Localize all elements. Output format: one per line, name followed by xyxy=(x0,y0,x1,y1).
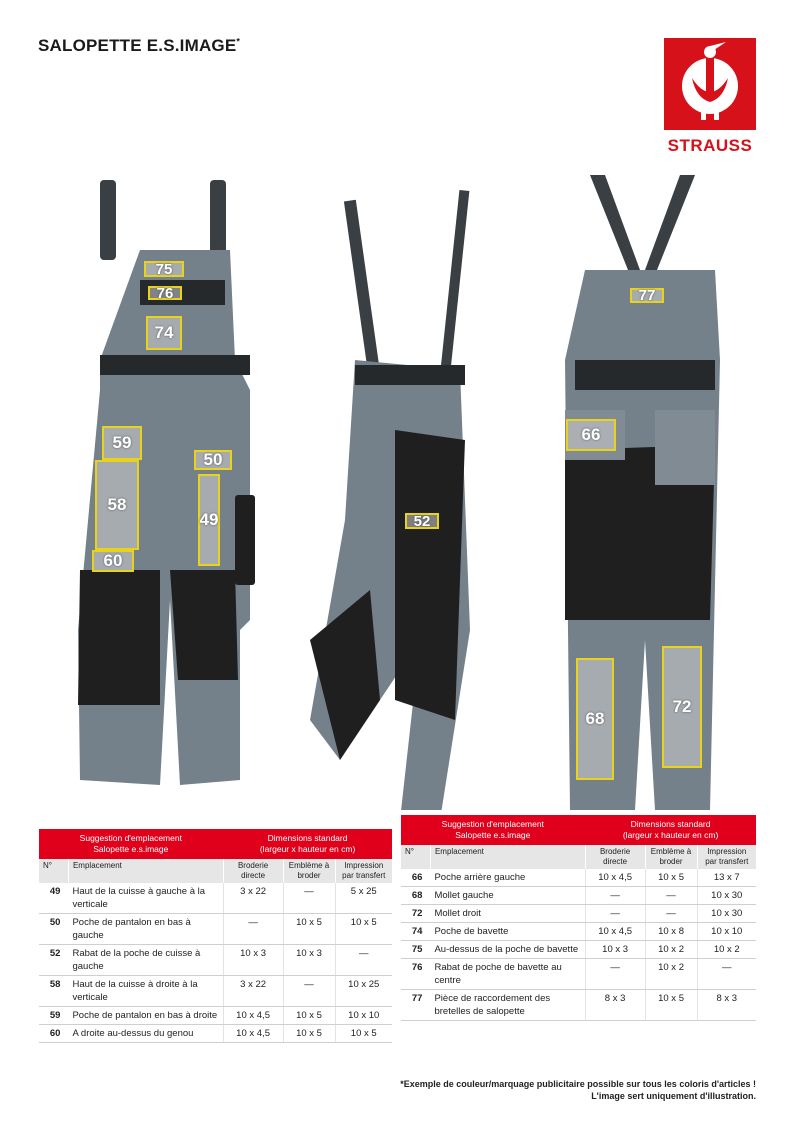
table-left-header-grey xyxy=(39,859,393,883)
row-number: 76 xyxy=(401,959,431,990)
brand-wordmark: STRAUSS xyxy=(667,136,753,155)
col-impression: Impression par transfert xyxy=(697,845,756,869)
row-number: 66 xyxy=(401,869,431,887)
row-number: 75 xyxy=(401,941,431,959)
row-impression: 10 x 2 xyxy=(697,941,756,959)
row-number: 52 xyxy=(39,945,69,976)
marker-75: 75 xyxy=(144,261,184,277)
col-place: Emplacement xyxy=(430,845,585,869)
col-place: Emplacement xyxy=(68,859,223,883)
col-no: N° xyxy=(401,845,431,869)
row-broderie: 10 x 4,5 xyxy=(223,1025,283,1043)
marker-72: 72 xyxy=(662,646,702,768)
row-impression: 10 x 25 xyxy=(335,976,392,1007)
marker-50: 50 xyxy=(194,450,232,470)
table-right-suggestion-sub: Salopette e.s.image xyxy=(455,830,531,840)
row-placement: Poche de pantalon en bas à droite xyxy=(68,1007,223,1025)
row-placement: Au-dessus de la poche de bavette xyxy=(430,941,585,959)
stork-icon xyxy=(664,38,756,130)
table-left-dimensions-sub: (largeur x hauteur en cm) xyxy=(259,844,356,854)
col-embleme: Emblème à broder xyxy=(283,859,335,883)
table-row xyxy=(39,883,393,914)
row-broderie: 10 x 4,5 xyxy=(585,869,645,887)
row-embleme: — xyxy=(283,976,335,1007)
row-number: 74 xyxy=(401,923,431,941)
row-number: 72 xyxy=(401,905,431,923)
col-impression: Impression par transfert xyxy=(335,859,392,883)
col-no: N° xyxy=(39,859,69,883)
table-right-dimensions: Dimensions standard xyxy=(630,819,711,829)
footnote xyxy=(400,1078,756,1102)
table-row xyxy=(39,976,393,1007)
row-placement: Poche arrière gauche xyxy=(430,869,585,887)
row-number: 68 xyxy=(401,887,431,905)
row-impression: — xyxy=(335,945,392,976)
row-impression: 10 x 10 xyxy=(335,1007,392,1025)
row-placement: Mollet gauche xyxy=(430,887,585,905)
marker-77: 77 xyxy=(630,288,664,303)
table-left-dimensions: Dimensions standard xyxy=(267,833,348,843)
table-row xyxy=(401,869,757,887)
table-left-header-red xyxy=(39,829,393,859)
marker-68: 68 xyxy=(576,658,614,780)
row-number: 60 xyxy=(39,1025,69,1043)
table-left-suggestion: Suggestion d'emplacement xyxy=(79,833,182,843)
row-broderie: 10 x 4,5 xyxy=(585,923,645,941)
table-left-suggestion-sub: Salopette e.s.image xyxy=(93,844,169,854)
table-row xyxy=(401,959,757,990)
marker-49: 49 xyxy=(198,474,220,566)
row-broderie: 8 x 3 xyxy=(585,990,645,1021)
overall-side-view xyxy=(300,160,480,810)
row-broderie: 3 x 22 xyxy=(223,976,283,1007)
col-embleme: Emblème à broder xyxy=(645,845,697,869)
row-broderie: 10 x 3 xyxy=(585,941,645,959)
table-row xyxy=(401,905,757,923)
marker-52: 52 xyxy=(405,513,439,529)
row-impression: 10 x 30 xyxy=(697,905,756,923)
col-broderie: Broderie directe xyxy=(223,859,283,883)
placement-table-left xyxy=(38,829,392,1043)
row-embleme: 10 x 3 xyxy=(283,945,335,976)
table-row xyxy=(39,945,393,976)
row-embleme: — xyxy=(645,887,697,905)
marker-66: 66 xyxy=(566,419,616,451)
row-impression: 10 x 10 xyxy=(697,923,756,941)
row-embleme: 10 x 5 xyxy=(283,1007,335,1025)
row-placement: Haut de la cuisse à gauche à la verticale xyxy=(68,883,223,914)
footnote-line-1: *Exemple de couleur/marquage publicitaire possible sur tous les coloris d'articles ! xyxy=(400,1079,756,1089)
row-placement: Haut de la cuisse à droite à la verticale xyxy=(68,976,223,1007)
row-impression: 13 x 7 xyxy=(697,869,756,887)
row-broderie: 10 x 3 xyxy=(223,945,283,976)
row-number: 77 xyxy=(401,990,431,1021)
row-placement: Rabat de la poche de cuisse à gauche xyxy=(68,945,223,976)
brand-logo xyxy=(664,38,756,160)
row-placement: Mollet droit xyxy=(430,905,585,923)
page-title-text: SALOPETTE E.S.IMAGE xyxy=(38,36,237,55)
col-broderie: Broderie directe xyxy=(585,845,645,869)
row-broderie: — xyxy=(585,959,645,990)
row-embleme: 10 x 8 xyxy=(645,923,697,941)
row-placement: Pièce de raccordement des bretelles de salopette xyxy=(430,990,585,1021)
row-embleme: 10 x 5 xyxy=(645,869,697,887)
row-placement: Rabat de poche de bavette au centre xyxy=(430,959,585,990)
marker-74: 74 xyxy=(146,316,182,350)
row-broderie: — xyxy=(585,905,645,923)
table-row xyxy=(39,1007,393,1025)
row-embleme: — xyxy=(645,905,697,923)
row-placement: A droite au-dessus du genou xyxy=(68,1025,223,1043)
row-embleme: 10 x 2 xyxy=(645,959,697,990)
table-right-header-grey xyxy=(401,845,757,869)
row-impression: — xyxy=(697,959,756,990)
row-number: 59 xyxy=(39,1007,69,1025)
marker-60: 60 xyxy=(92,550,134,572)
row-impression: 5 x 25 xyxy=(335,883,392,914)
table-row xyxy=(39,914,393,945)
table-right-header-red xyxy=(401,815,757,845)
row-placement: Poche de bavette xyxy=(430,923,585,941)
marker-58: 58 xyxy=(95,460,139,550)
table-row xyxy=(401,887,757,905)
row-number: 49 xyxy=(39,883,69,914)
row-number: 50 xyxy=(39,914,69,945)
row-embleme: 10 x 2 xyxy=(645,941,697,959)
table-row xyxy=(401,941,757,959)
table-row xyxy=(401,990,757,1021)
row-embleme: 10 x 5 xyxy=(283,1025,335,1043)
table-row xyxy=(39,1025,393,1043)
footnote-line-2: L'image sert uniquement d'illustration. xyxy=(591,1091,756,1101)
row-impression: 10 x 30 xyxy=(697,887,756,905)
row-impression: 10 x 5 xyxy=(335,914,392,945)
row-embleme: — xyxy=(283,883,335,914)
row-broderie: 10 x 4,5 xyxy=(223,1007,283,1025)
row-impression: 10 x 5 xyxy=(335,1025,392,1043)
row-placement: Poche de pantalon en bas à gauche xyxy=(68,914,223,945)
marker-59: 59 xyxy=(102,426,142,460)
row-broderie: — xyxy=(585,887,645,905)
marker-76: 76 xyxy=(148,286,182,300)
strauss-emblem xyxy=(664,38,756,130)
table-right-suggestion: Suggestion d'emplacement xyxy=(441,819,544,829)
placement-table-right xyxy=(400,815,756,1021)
row-impression: 8 x 3 xyxy=(697,990,756,1021)
table-row xyxy=(401,923,757,941)
row-broderie: 3 x 22 xyxy=(223,883,283,914)
row-broderie: — xyxy=(223,914,283,945)
title-asterisk: * xyxy=(236,36,241,47)
row-number: 58 xyxy=(39,976,69,1007)
row-embleme: 10 x 5 xyxy=(283,914,335,945)
table-right-dimensions-sub: (largeur x hauteur en cm) xyxy=(622,830,719,840)
page-title xyxy=(38,36,240,56)
row-embleme: 10 x 5 xyxy=(645,990,697,1021)
